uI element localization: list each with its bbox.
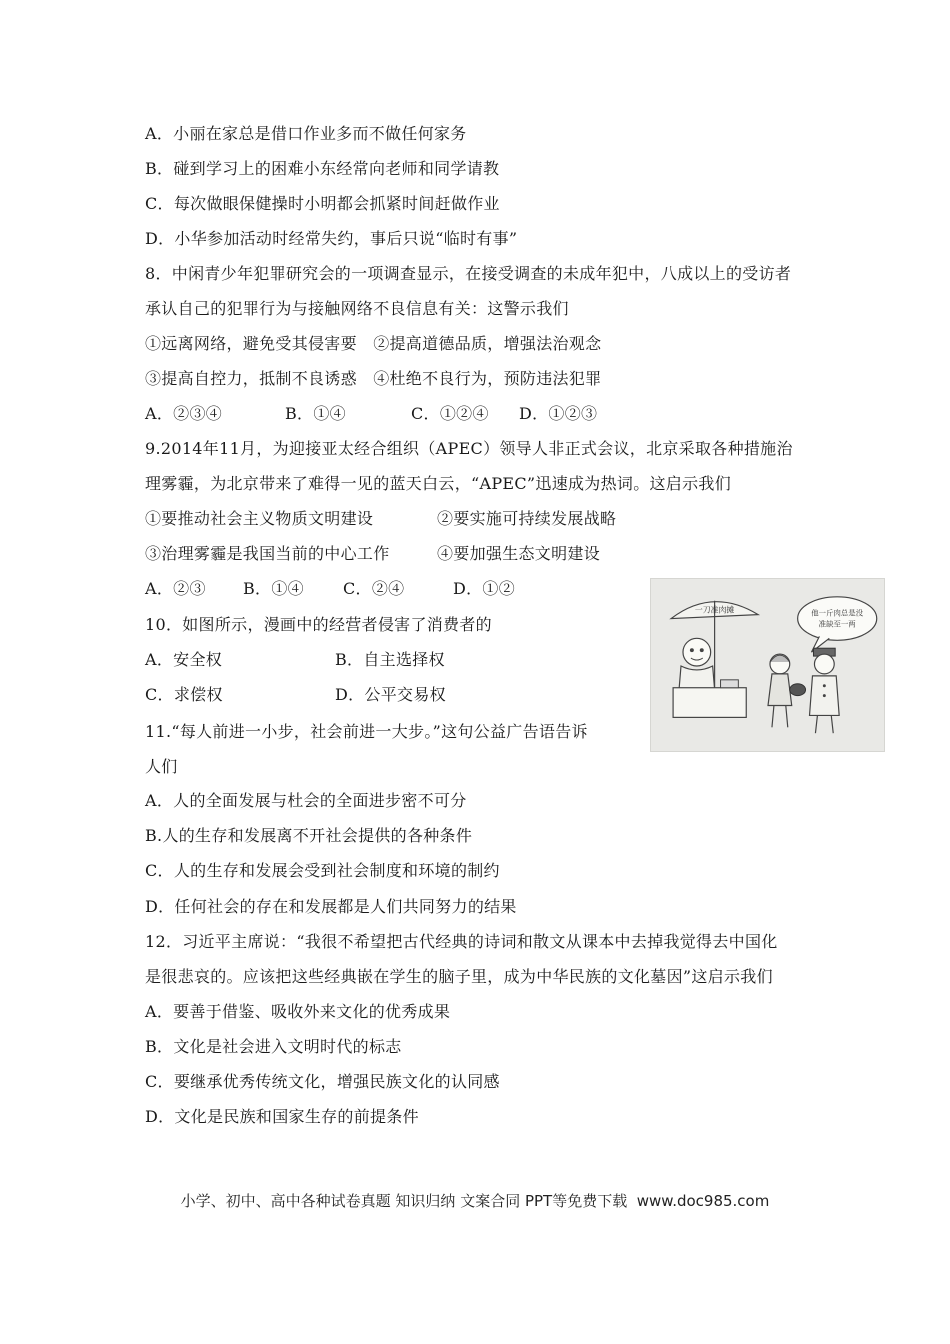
q11-option-c: C．人的生存和发展会受到社会制度和环境的制约 <box>145 861 500 880</box>
q7-option-d: D．小华参加活动时经常失约，事后只说“临时有事” <box>145 229 518 248</box>
q8-option-b: B．①④ <box>285 404 346 423</box>
q11-stem-line-1: 11.“每人前进一小步，社会前进一大步。”这句公益广告语告诉 <box>145 722 588 741</box>
cartoon-image <box>650 578 885 752</box>
q8-option-a: A．②③④ <box>145 404 223 423</box>
q10-options-row-2 <box>145 684 565 706</box>
q10-options-row-1 <box>145 649 565 671</box>
q9-option-b: B．①④ <box>243 579 304 598</box>
umbrella-label: 一刀准肉摊 <box>694 605 735 615</box>
q8-items-line-2: ③提高自控力，抵制不良诱惑 ④杜绝不良行为，预防违法犯罪 <box>145 369 602 388</box>
q12-stem-line-2: 是很悲哀的。应该把这些经典嵌在学生的脑子里，成为中华民族的文化墓因”这启示我们 <box>145 967 773 986</box>
q9-item-3: ③治理雾霾是我国当前的中心工作 <box>145 544 390 563</box>
q12-option-a: A．要善于借鉴、吸收外来文化的优秀成果 <box>145 1002 451 1021</box>
q11-option-d: D．任何社会的存在和发展都是人们共同努力的结果 <box>145 897 517 916</box>
cartoon-drawing <box>651 579 884 751</box>
q9-stem-line-2: 理雾霾，为北京带来了难得一见的蓝天白云，“APEC”迅速成为热词。这启示我们 <box>145 474 732 493</box>
q9-options <box>145 578 625 600</box>
footer-text: 小学、初中、高中各种试卷真题 知识归纳 文案合同 PPT等免费下载 <box>180 1192 628 1210</box>
page-footer <box>0 1191 950 1211</box>
bubble-line-2: 准缺至一两 <box>818 619 856 629</box>
q8-stem-line-2: 承认自己的犯罪行为与接触网络不良信息有关：这警示我们 <box>145 299 569 318</box>
q9-items-row-2 <box>145 543 665 565</box>
q7-option-b: B．碰到学习上的困难小东经常向老师和同学请教 <box>145 159 500 178</box>
q11-stem-line-2: 人们 <box>145 757 178 776</box>
bubble-line-1: 他一斤肉总是没 <box>811 608 864 618</box>
q12-stem-line-1: 12．习近平主席说：“我很不希望把古代经典的诗词和散文从课本中去掉我觉得去中国化 <box>145 932 778 951</box>
q8-options <box>145 403 665 425</box>
q10-option-c: C．求偿权 <box>145 685 223 704</box>
q8-option-c: C．①②④ <box>411 404 489 423</box>
q10-stem: 10．如图所示，漫画中的经营者侵害了消费者的 <box>145 615 492 634</box>
q8-stem-line-1: 8．中闲青少年犯罪研究会的一项调查显示，在接受调查的未成年犯中，八成以上的受访者 <box>145 264 792 283</box>
q8-items-line-1: ①远离网络，避免受其侵害要 ②提高道德品质，增强法治观念 <box>145 334 602 353</box>
q12-option-d: D．文化是民族和国家生存的前提条件 <box>145 1107 419 1126</box>
q9-items-row-1 <box>145 508 665 530</box>
q10-option-d: D．公平交易权 <box>335 685 446 704</box>
q9-option-d: D．①② <box>453 579 516 598</box>
q9-option-a: A．②③ <box>145 579 206 598</box>
footer-link[interactable]: www.doc985.com <box>636 1192 770 1210</box>
q10-option-b: B．自主选择权 <box>335 650 445 669</box>
q12-option-c: C．要继承优秀传统文化，增强民族文化的认同感 <box>145 1072 500 1091</box>
meat-stall <box>673 688 746 718</box>
q8-option-d: D．①②③ <box>519 404 598 423</box>
q10-option-a: A．安全权 <box>145 650 223 669</box>
q11-option-a: A．人的全面发展与杜会的全面进步密不可分 <box>145 791 467 810</box>
q7-option-c: C．每次做眼保健操时小明都会抓紧时间赶做作业 <box>145 194 500 213</box>
q9-option-c: C．②④ <box>343 579 405 598</box>
q9-stem-line-1: 9.2014年11月，为迎接亚太经合组织（APEC）领导人非正式会议，北京采取各种措施治 <box>145 439 793 458</box>
q9-item-2: ②要实施可持续发展战略 <box>437 509 617 528</box>
q12-option-b: B．文化是社会进入文明时代的标志 <box>145 1037 402 1056</box>
q9-item-1: ①要推动社会主义物质文明建设 <box>145 509 374 528</box>
q9-item-4: ④要加强生态文明建设 <box>437 544 601 563</box>
q7-option-a: A．小丽在家总是借口作业多而不做任何家务 <box>145 124 467 143</box>
vendor-figure <box>683 638 711 666</box>
q11-option-b: B.人的生存和发展离不开社会提供的各种条件 <box>145 826 473 845</box>
